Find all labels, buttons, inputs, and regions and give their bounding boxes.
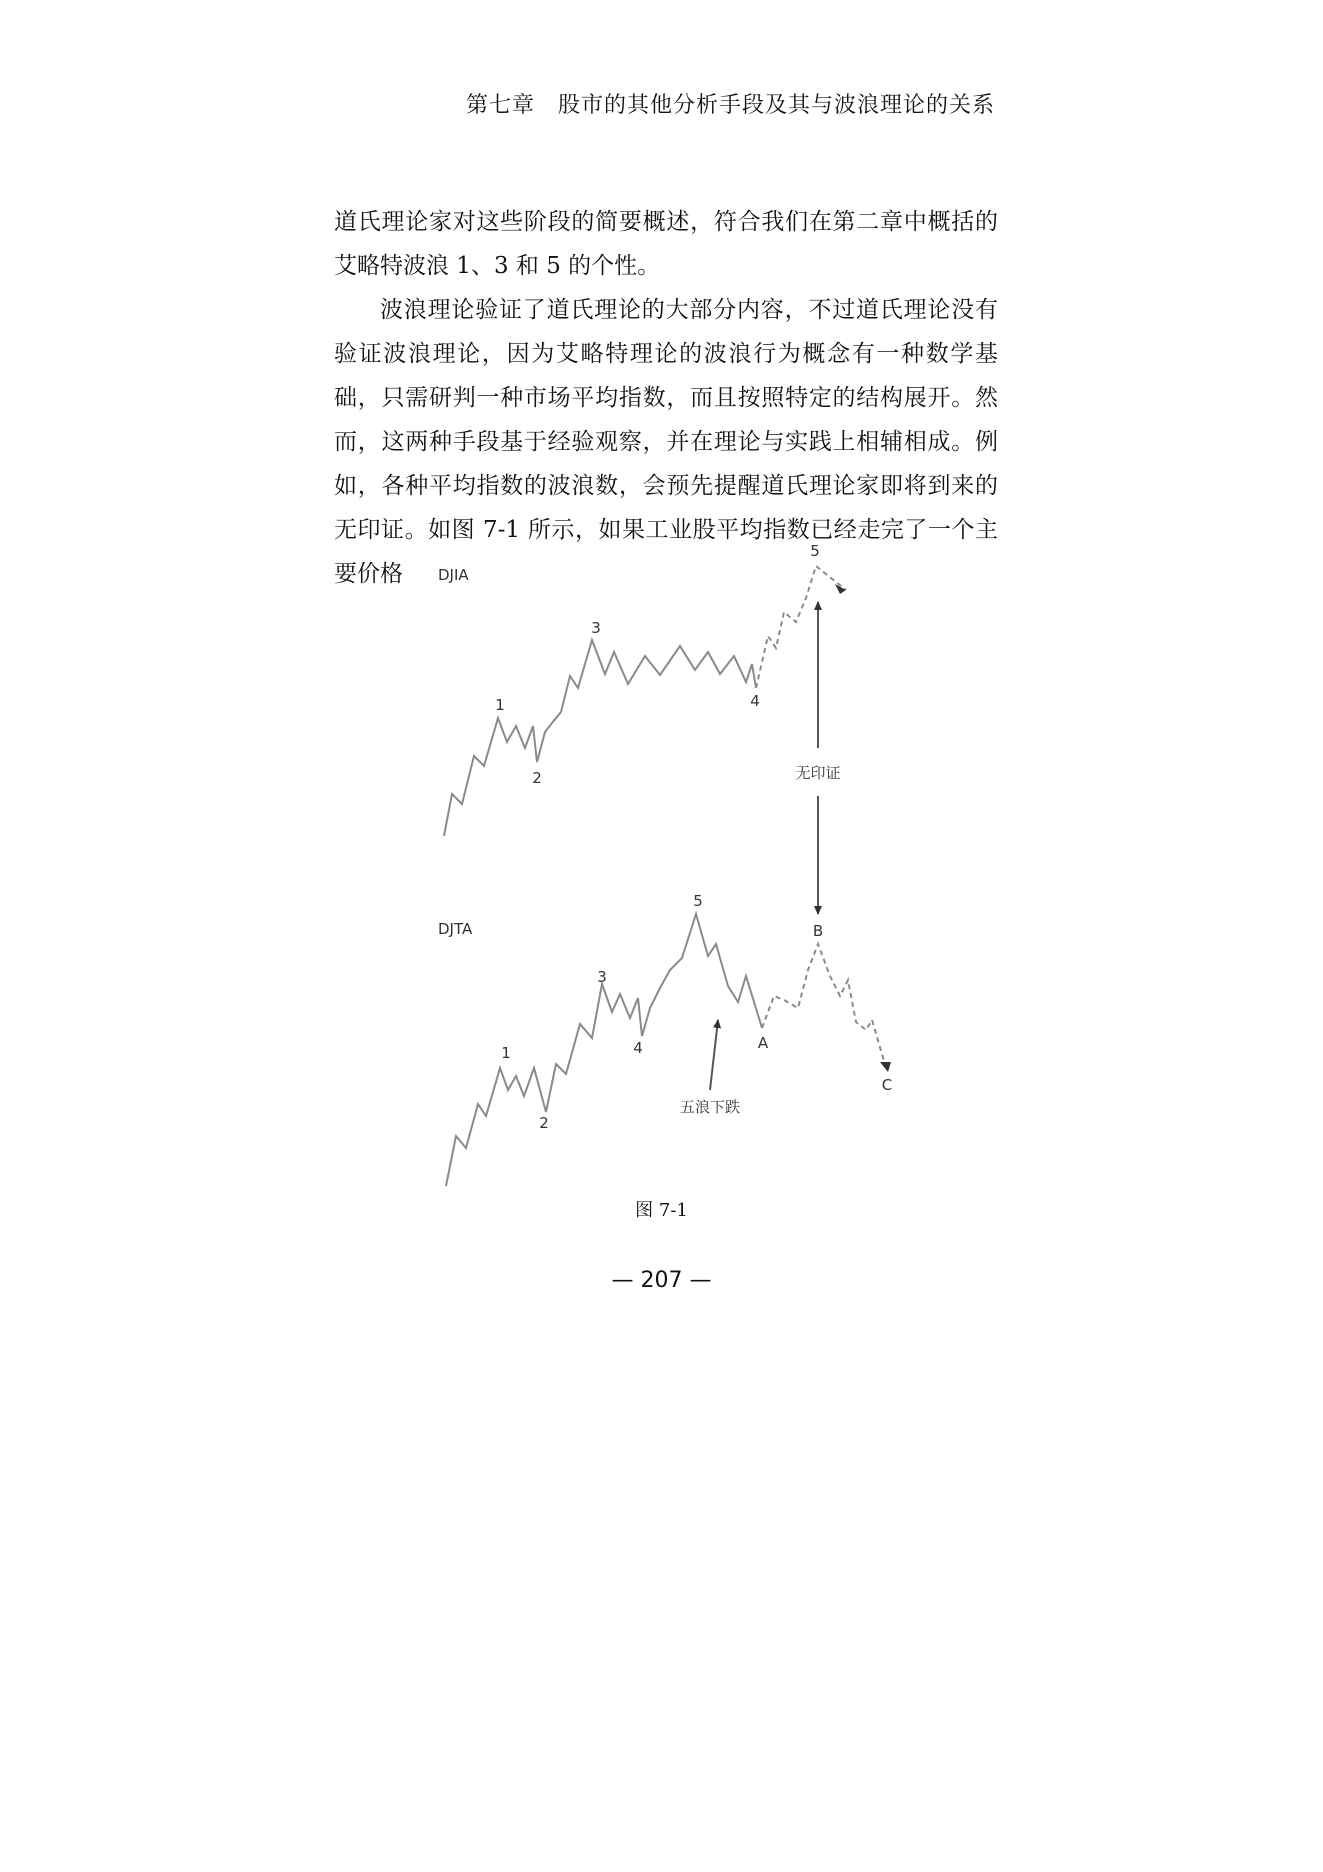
djia-wave-1-label: 1 (495, 696, 505, 714)
djia-wave-2-label: 2 (532, 769, 542, 787)
djta-wave-a-label: A (757, 1034, 769, 1052)
body-paragraph-2: 波浪理论验证了道氏理论的大部分内容，不过道氏理论没有验证波浪理论，因为艾略特理论的波浪行为概念有一种数学基础，只需研判一种市场平均指数，而且按照特定的结构展开。然而，这两种手段基于经验观察，并在理论与实践上相辅相成。例如，各种平均指数的波浪数，会预先提醒道氏理论家即将到来的无印证。如图 7-1 所示，如果工业股平均指数已经走完了一个主要价格 (334, 297, 998, 587)
five-wave-decline-label: 五浪下跌 (679, 1098, 741, 1116)
five-wave-decline-arrow (710, 1020, 718, 1090)
djta-arrowhead-icon (880, 1062, 891, 1072)
djta-wave-b-label: B (812, 922, 824, 940)
djta-label: DJTA (438, 920, 473, 938)
body-paragraph-1: 道氏理论家对这些阶段的简要概述，符合我们在第二章中概括的艾略特波浪 1、3 和 5 的个性。 (334, 209, 998, 279)
djia-projected-line (756, 566, 846, 688)
djta-wave-c-label: C (881, 1076, 893, 1094)
figure-caption: 图 7-1 (635, 1200, 688, 1221)
djia-wave-4-label: 4 (750, 692, 760, 710)
djta-wave-4-label: 4 (633, 1039, 643, 1057)
chapter-header: 第七章 股市的其他分析手段及其与波浪理论的关系 (465, 93, 995, 118)
djta-projected-line (762, 944, 886, 1068)
djta-wave-1-label: 1 (501, 1044, 511, 1062)
djia-wave-5-label: 5 (810, 542, 820, 560)
djia-label: DJIA (438, 566, 469, 584)
nonconfirmation-label: 无印证 (795, 764, 841, 782)
djta-wave-3-label: 3 (597, 968, 607, 986)
djta-wave-5-label: 5 (693, 892, 703, 910)
djia-wave-3-label: 3 (591, 619, 601, 637)
page-number: — 207 — (611, 1268, 712, 1293)
djta-wave-2-label: 2 (539, 1114, 549, 1132)
djia-wave-line (444, 640, 756, 836)
